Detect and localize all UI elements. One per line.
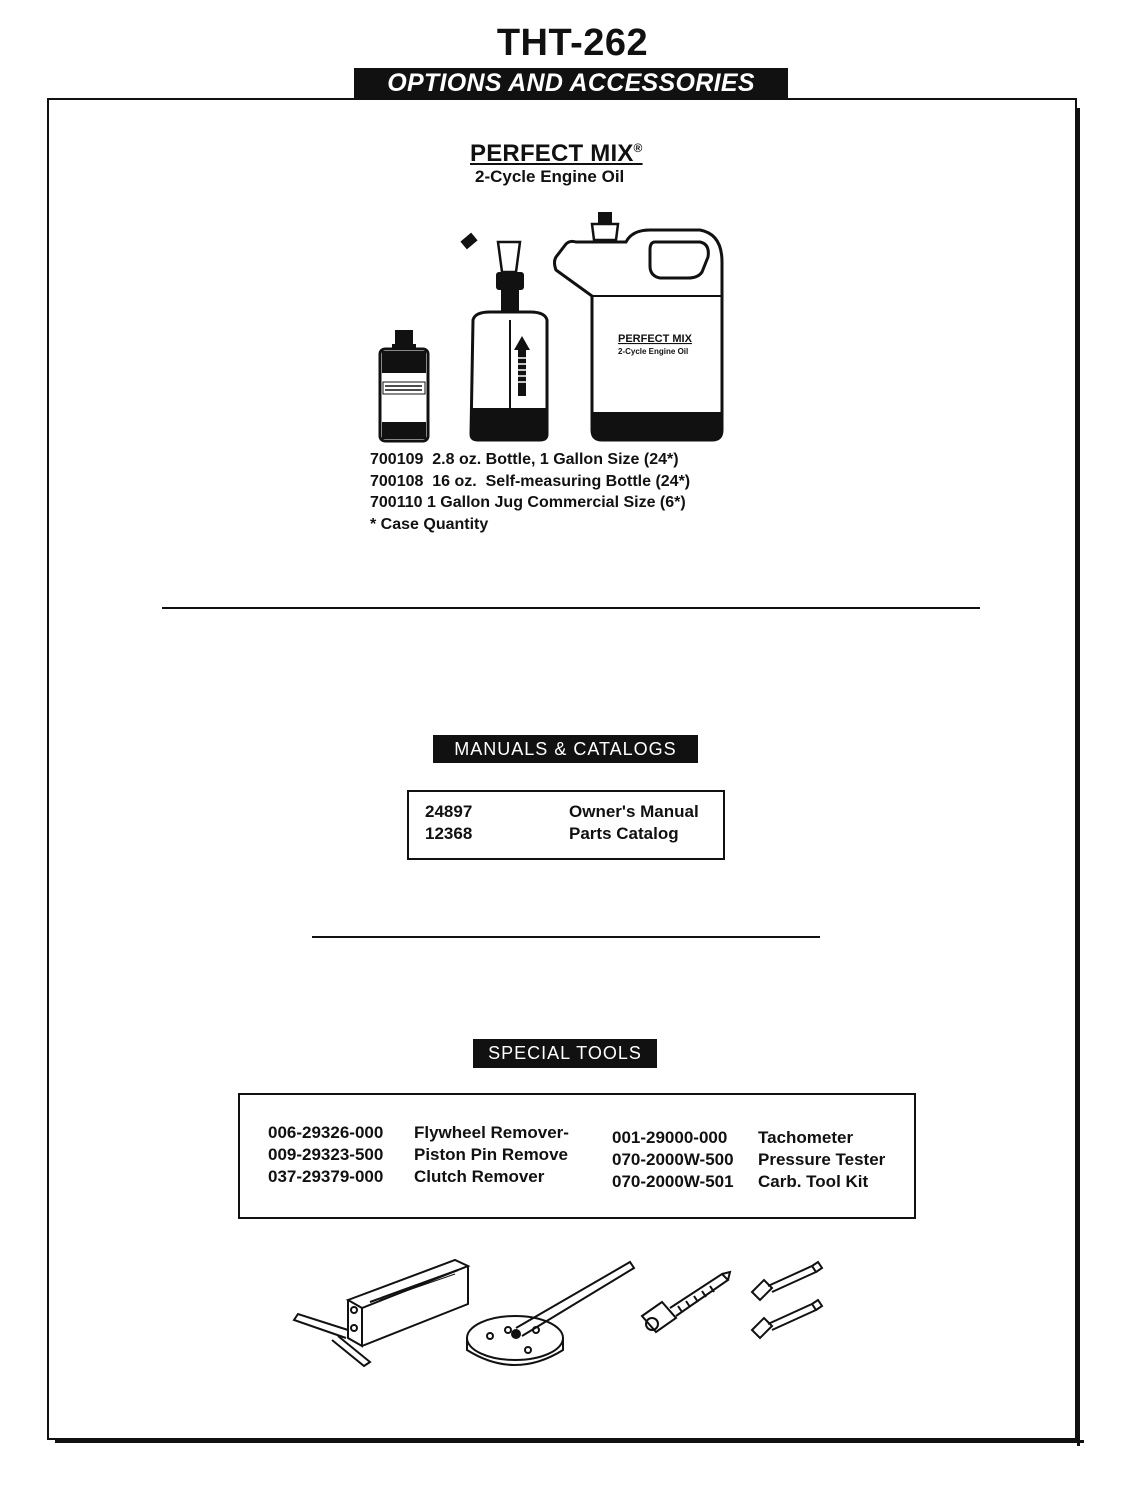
- manuals-heading: MANUALS & CATALOGS: [433, 735, 698, 763]
- tool-part-number: 001-29000-000: [612, 1128, 728, 1147]
- clutch-remover-tool-icon: [294, 1260, 468, 1366]
- divider: [312, 936, 820, 938]
- manuals-table: [407, 790, 725, 860]
- tool-name: Flywheel Remover-: [414, 1123, 569, 1142]
- manual-title: Parts Catalog: [569, 824, 679, 843]
- tool-name: Carb. Tool Kit: [758, 1172, 869, 1191]
- section-banner: OPTIONS AND ACCESSORIES: [354, 68, 788, 98]
- gallon-jug-icon: [555, 212, 723, 440]
- product-line: 700110 1 Gallon Jug Commercial Size (6*): [370, 494, 686, 511]
- tool-name: Tachometer: [758, 1128, 854, 1147]
- tool-name: Piston Pin Remove: [414, 1145, 568, 1164]
- flywheel-remover-tool-icon: [467, 1262, 634, 1365]
- special-tools-illustration: [290, 1250, 830, 1380]
- product-subtitle: 2-Cycle Engine Oil: [475, 167, 625, 186]
- carb-tool-kit-icon: [752, 1262, 822, 1338]
- divider: [162, 607, 980, 609]
- piston-pin-remover-tool-icon: [642, 1272, 730, 1332]
- product-line: 700109 2.8 oz. Bottle, 1 Gallon Size (24*): [370, 451, 679, 468]
- page-title: THT-262: [496, 22, 649, 64]
- tool-part-number: 006-29326-000: [268, 1123, 384, 1142]
- manual-title: Owner's Manual: [569, 802, 699, 821]
- jug-label-brand: PERFECT MIX: [618, 333, 692, 345]
- oil-containers-illustration: [370, 212, 740, 444]
- measuring-bottle-icon: [460, 233, 547, 440]
- special-tools-table: [238, 1093, 916, 1219]
- small-bottle-icon: [380, 330, 428, 441]
- tool-name: Pressure Tester: [758, 1150, 886, 1169]
- product-list: [370, 449, 690, 535]
- manual-part-number: 24897: [425, 802, 473, 821]
- special-tools-heading: SPECIAL TOOLS: [473, 1039, 657, 1068]
- manual-part-number: 12368: [425, 824, 473, 843]
- case-quantity-note: * Case Quantity: [370, 515, 489, 533]
- tool-part-number: 070-2000W-500: [612, 1150, 734, 1169]
- tool-part-number: 070-2000W-501: [612, 1172, 734, 1191]
- tool-name: Clutch Remover: [414, 1167, 545, 1186]
- jug-label-subtitle: 2-Cycle Engine Oil: [618, 347, 689, 356]
- tool-part-number: 009-29323-500: [268, 1145, 384, 1164]
- product-line: 700108 16 oz. Self-measuring Bottle (24*): [370, 472, 691, 490]
- product-brand-heading: PERFECT MIX®: [470, 140, 643, 167]
- tool-part-number: 037-29379-000: [268, 1167, 384, 1186]
